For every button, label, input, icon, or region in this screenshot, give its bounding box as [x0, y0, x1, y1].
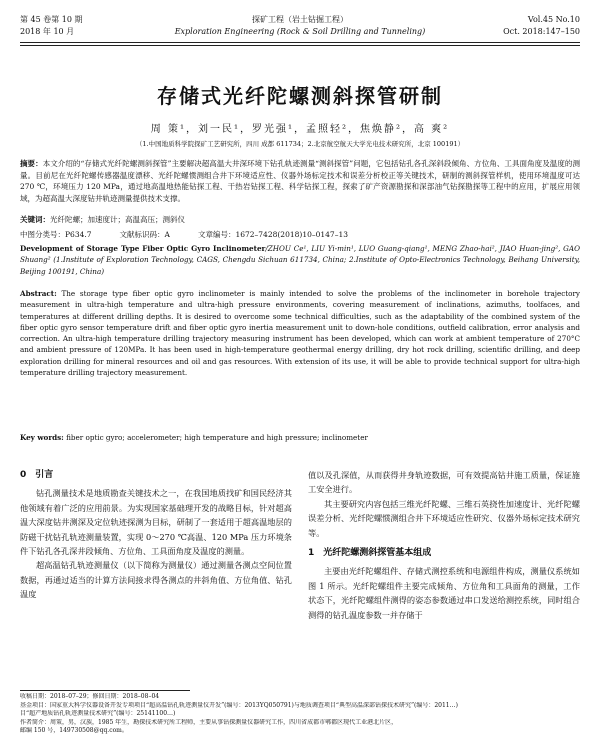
footnote-rule — [20, 690, 190, 691]
paragraph: 主要由光纤陀螺组件、存储式测控系统和电源组件构成，测量仪系统如图 1 所示。光纤陀螺组件主要完成倾角、方位角和工具面角的测量，工作状态下，光纤陀螺组件测得的姿态参数通过串口发送给测控系统，同时组合测得的钻孔温度参数一并存储于 — [308, 566, 580, 620]
abstract-cn: 摘要：本文介绍的“存储式光纤陀螺测斜探管”主要解决超高温大井深环境下钻孔轨迹测量“测斜探管”问题，它包括钻孔各孔深斜段倾角、方位角、工具面角度及温度的测量。目前尼在光纤陀螺传感器温度漂移、光纤陀螺惯测组合井下环境适应性、仪器外场标定技术和误差分析校正等关键技术，研制的测斜探管样机，使用环境温度可达 270 ℃，环境压力 120 MPa，通过地高温地热能钻探工程、干热岩钻探工程、科学钻探工程，探索了矿产资源勘探和深部油气钻探勘探等工程中的应用，扩展应用领域，为超高温大深度钻井轨迹测量提供技术支撑。 — [20, 159, 580, 203]
english-title-authors: Development of Storage Type Fiber Optic Gyro Inclinometer/ZHOU Ce¹, LIU Yi-min¹, LUO Guang-qiang¹, MENG Zhao-hai², JIAO Huan-jing², GAO Shuang² (1.Institute of Exploration Technology, CAGS, Chengdu Sichuan 611734, China; 2.Institute of Opto-Electronics Technology, Beihang University, Beijing 100191, China) — [20, 244, 580, 276]
paragraph: 超高温钻孔轨迹测量仪（以下简称为测量仪）通过测量各测点空间位置数据，再通过适当的计算方法间接求得各测点的井斜角值、方位角值、钻孔温度 — [20, 560, 292, 600]
body-column-left — [20, 468, 292, 602]
footnotes: 收稿日期：2018–07–29；修回日期：2018–08–04 基金项目：国家重大科学仪器设备开发专项项目“超高温钻孔轨迹测量仪开发”(编号：2013YQ050791)与地质调查项目“典型高温深部钻探技术研究”(编号：2011…) 目“超产地质钻孔轨迹测量技术研究”(编号：25141100…) 作者简介：周策，男，汉族，1985 年生，勘探技术研究所工程师，主要从事钻探测量仪器研究工作，四川省成都市郫都区现代工业港北片区， 邮编 150 号，149730508@qq.com。 — [20, 693, 458, 735]
header-rule — [20, 42, 580, 43]
journal-volume: Vol.45 No.10 Oct. 2018:147–150 — [503, 15, 580, 36]
paragraph: 其主要研究内容包括三维光纤陀螺、三维石英挠性加速度计、光纤陀螺误差分析、光纤陀螺惯测组合井下环境适应性研究、仪器外场标定技术研究等。 — [308, 498, 580, 538]
header-rule-thin — [20, 45, 580, 46]
paragraph: 值以及孔深值，从而获得井身轨迹数据，可有效提高钻井施工质量，保证施工安全进行。 — [308, 470, 580, 495]
keywords-en: Key words: fiber optic gyro; accelerometer; high temperature and high pressure; inclinometer — [20, 433, 368, 442]
classification-ids: 中图分类号：P634.7 文献标识码：A 文章编号：1672–7428(2018)10–0147–13 — [20, 230, 348, 239]
affiliation: （1.中国地质科学院探矿工艺研究所，四川 成都 611734；2.北京航空航天大学光电技术研究所，北京 100191） — [135, 140, 465, 148]
body-column-right — [308, 468, 580, 622]
journal-issue: 第 45 卷第 10 期 2018 年 10 月 — [20, 15, 83, 36]
abstract-en: Abstract: The storage type fiber optic gyro inclinometer is mainly intended to solve the problems of the inclinometer in borehole trajectory measurement in ultra-high temperature and ultra-high pressure environments, covering measurement of inclinations, azimuths, toolfaces, and temperatures at different drilling depths. It is desired to overcome some technical difficulties, such as the adaptability of the combined system of the fiber optic gyro sensor temperature drift and fiber optic gyro inertia measurement unit to down-hole conditions, outfield calibration, error analysis and correction. An ultra-high temperature drilling trajectory measuring instrument has been developed, which can work at ambient temperature of 270°C and ambient pressure of 120MPa. It has been used in high-temperature geothermal energy drilling, dry hot rock drilling, scientific drilling, and deep exploration drilling for mineral resources and oil and gas resources. With extension of its use, it will be able to provide technical support for ultra-high temperature drilling trajectory measurement. — [20, 289, 580, 378]
paragraph: 钻孔测量技术是地质勘查关键技术之一，在我国地质找矿和国民经济其他领域有着广泛的应用前景。为实现国家基础理开发的战略目标，针对超高温大深度钻井测深及定位轨迹探测为目标，研制了一套适用于超高温地层的防磁干扰钻孔轨迹测量装置，实现 0～270 ℃高温、120 MPa 压力环境条件下钻孔各孔深井段倾角、方位角、工具面角度及温度的测量。 — [20, 488, 292, 557]
section-heading-1: 1 光纤陀螺测斜探管基本组成 — [308, 548, 432, 559]
section-heading-intro: 0 引言 — [20, 470, 54, 480]
keywords-cn: 关键词：光纤陀螺；加速度计；高温高压；测斜仪 — [20, 215, 185, 224]
paper-title: 存储式光纤陀螺测斜探管研制 — [157, 84, 443, 108]
journal-name: 探矿工程（岩土钻掘工程） Exploration Engineering (Rock & Soil Drilling and Tunneling) — [174, 15, 426, 36]
author-list: 周 策¹，刘一民¹，罗光强¹，孟照轻²，焦焕静²，高 爽² — [150, 124, 450, 135]
